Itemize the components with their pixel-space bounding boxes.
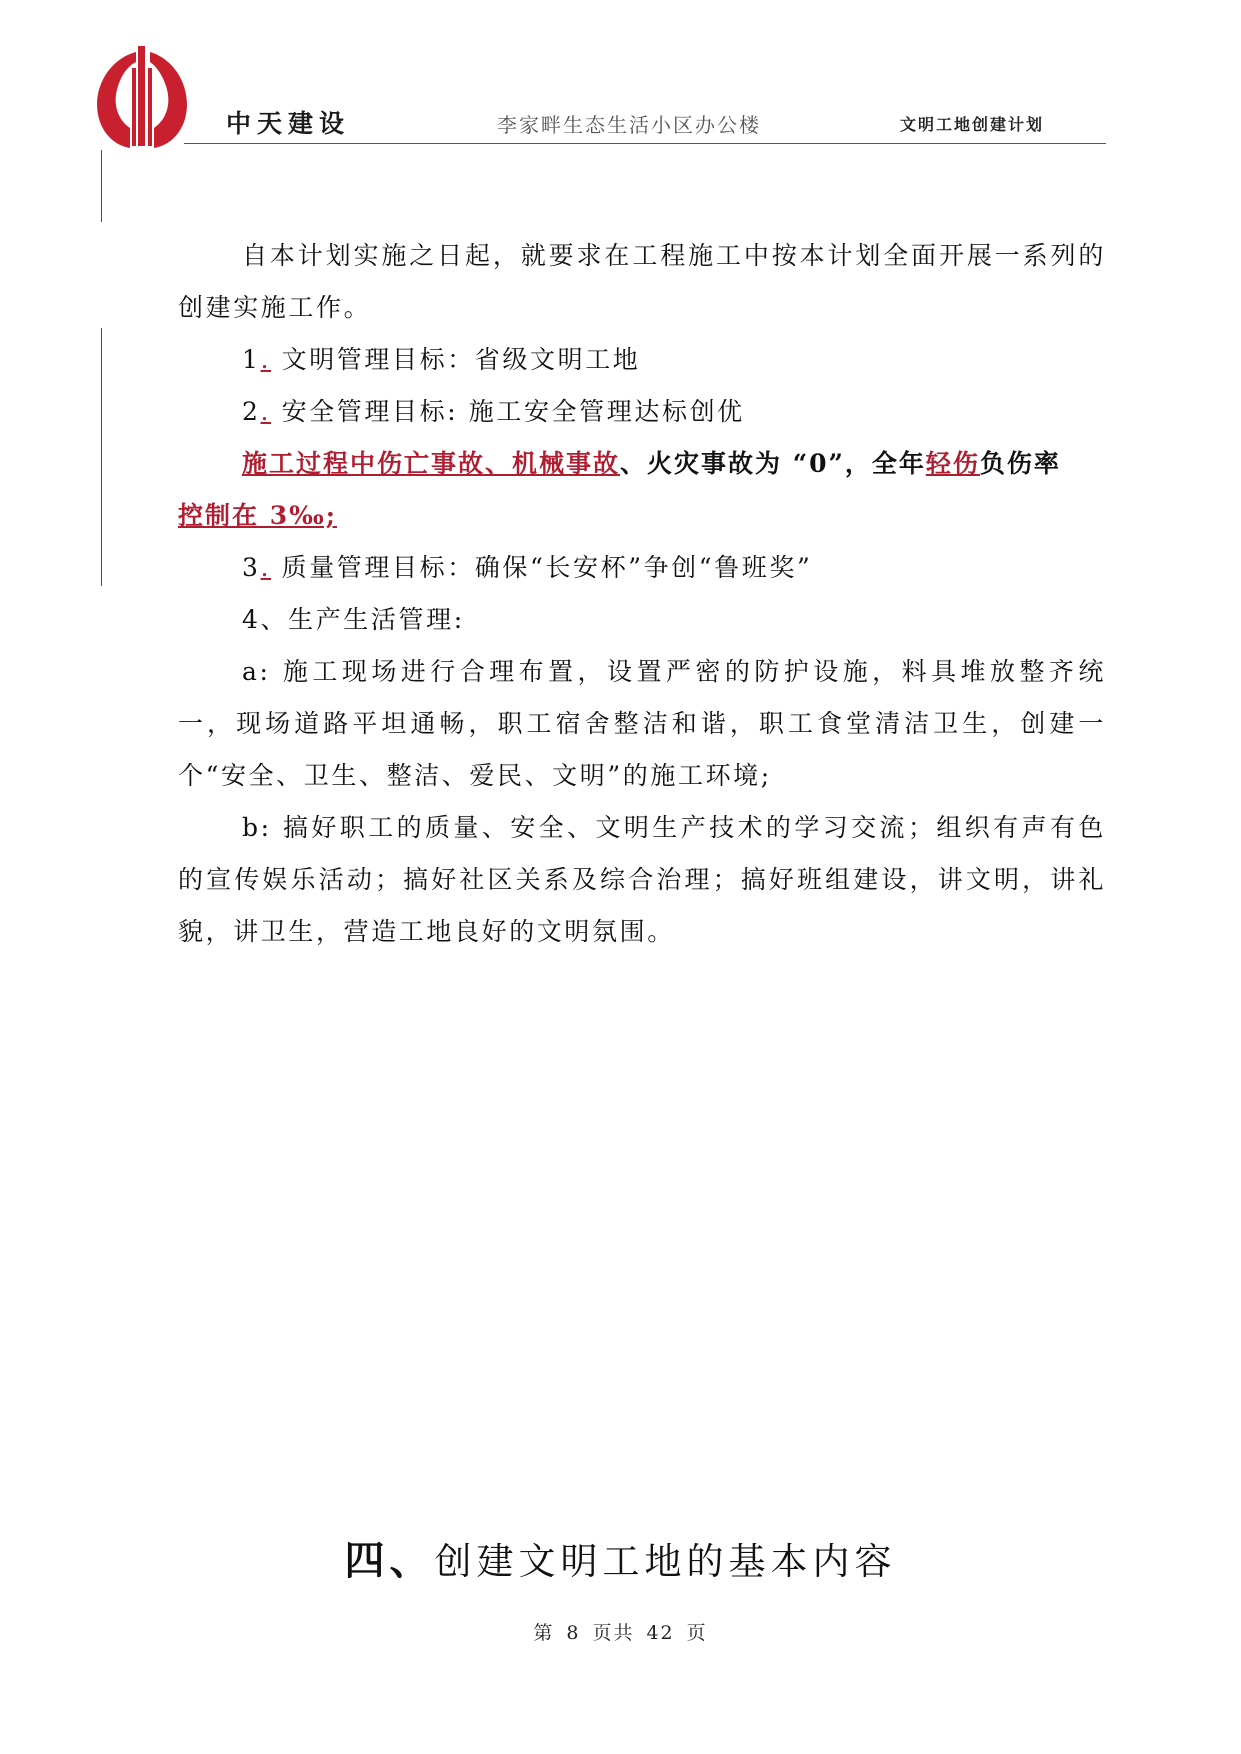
goal-quality: 3. 质量管理目标：确保“长安杯”争创“鲁班奖”	[242, 553, 813, 582]
section-number: 四、	[344, 1537, 435, 1584]
header-divider	[184, 143, 1106, 144]
safety-target: 施工过程中伤亡事故、机械事故、火灾事故为 “0”，全年轻伤负伤率 控制在 3‰;	[178, 449, 1061, 530]
item-a-paragraph: a: 施工现场进行合理布置，设置严密的防护设施，料具堆放整齐统一，现场道路平坦通畅，职工宿舍整洁和谐，职工食堂清洁卫生，创建一个“安全、卫生、整洁、爱民、文明”的施工环境;	[178, 657, 1106, 790]
section-title: 创建文明工地的基本内容	[434, 1540, 897, 1583]
header-project-name: 李家畔生态生活小区办公楼	[497, 113, 761, 137]
margin-bar-top	[101, 150, 102, 222]
page-number: 第 8 页共 42 页	[533, 1622, 708, 1644]
intro-paragraph: 自本计划实施之日起，就要求在工程施工中按本计划全面开展一系列的创建实施工作。	[178, 241, 1106, 322]
header-document-title: 文明工地创建计划	[900, 115, 1045, 134]
goal-production-life: 4、生产生活管理:	[242, 605, 465, 634]
document-body	[178, 230, 1106, 958]
item-b-paragraph: b: 搞好职工的质量、安全、文明生产技术的学习交流；组织有声有色的宣传娱乐活动；搞好社区关系及综合治理；搞好班组建设，讲文明，讲礼貌，讲卫生，营造工地良好的文明氛围。	[178, 813, 1106, 946]
goal-safety: 2. 安全管理目标: 施工安全管理达标创优	[242, 397, 745, 426]
margin-bar-middle	[101, 328, 102, 586]
goal-civilization: 1. 文明管理目标：省级文明工地	[242, 345, 641, 374]
section-heading	[0, 1529, 1241, 1586]
company-logo	[92, 46, 192, 156]
header-company-name: 中天建设	[226, 109, 351, 138]
